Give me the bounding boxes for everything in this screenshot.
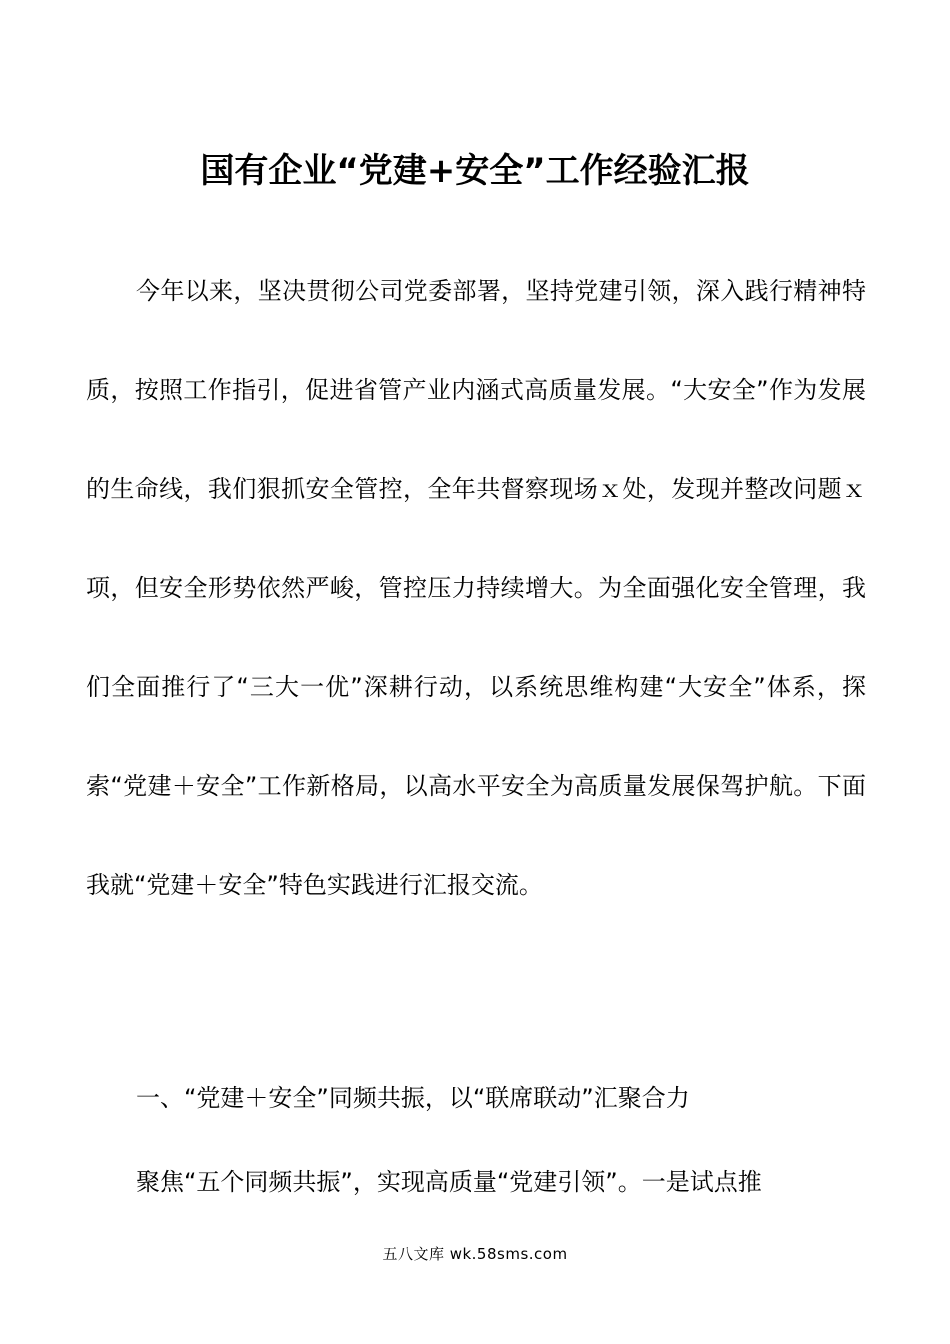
- footer-watermark: 五八文库 wk.58sms.com: [382, 1245, 568, 1263]
- document-title: 国有企业“党建+安全”工作经验汇报: [200, 151, 750, 191]
- body-paragraph-section-1: 聚焦“五个同频共振”，实现高质量“党建引领”。一是试点推: [136, 1168, 762, 1196]
- body-paragraph-intro: 今年以来，坚决贯彻公司党委部署，坚持党建引领，深入践行精神特质，按照工作指引，促进省管产业内涵式高质量发展。“大安全”作为发展的生命线，我们狠抓安全管控，全年共督察现场ｘ处，发现并整改问题ｘ项，但安全形势依然严峻，管控压力持续增大。为全面强化安全管理，我们全面推行了“三大一优”深耕行动，以系统思维构建“大安全”体系，探索“党建＋安全”工作新格局，以高水平安全为高质量发展保驾护航。下面我就“党建＋安全”特色实践进行汇报交流。: [86, 277, 866, 899]
- section-heading-1: 一、“党建＋安全”同频共振，以“联席联动”汇聚合力: [136, 1084, 690, 1112]
